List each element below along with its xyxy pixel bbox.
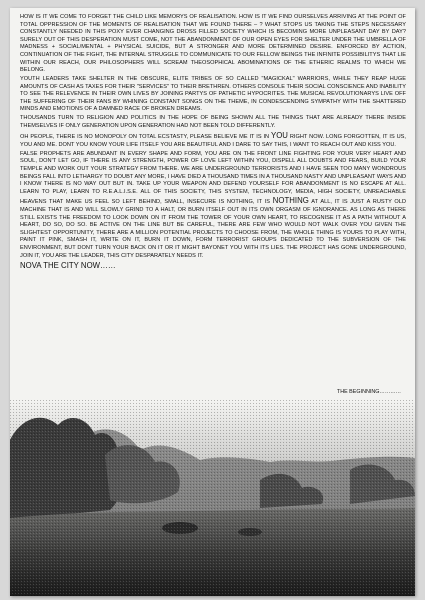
paragraph-1: HOW IS IT WE COME TO FORGET THE CHILD LIKE MEMORYS OF REALISATION. HOW IS IT WE FIND OURSELVES ARRIVING AT THE POINT OF TOTAL OPPRESSION OF THE MOMENTS OF REALISATION THAT WE FOUND THERE – ? WHAT STOPS US TAKING THE STEPS NECESSARY CONSTANTLY NEEDED IN THIS POXY EVER CHANGING DROSS FILLED SOCIETY WHICH IS BECOMING MORE UNPLEASANT DAY BY DAY? SURELY OUT OF THIS DESPERATION MUST COME, NOT THE ABANDONMENT OF OUR OPEN EYES FOR SHELTER UNDER THE UMBRELLA OF MADNESS + SOCIAL/MENTAL + PHYSICAL SUICIDE, BUT A STRONGER AND MORE DETERMINED DESIRE. ENFORCED BY ACTION, CONTINUATION OF THE FIGHT, THE INTERNAL STRUGGLE TO COMMUNICATE TO OUR FELLOW BEINGS THE INFINITE POSSIBILITYS THAT LIE WITHIN OUR REACH, OUR PHILOSOPHERS WILL SCREAM THEOSOPHICAL ABOMINATIONS OF THE ETHERIC REALMS TO WHICH WE BELONG. [20,14,406,74]
paragraph-5 [20,151,406,260]
paragraph-5-start: FALSE PROPHETS ARE ABUNDANT IN EVERY SHAPE AND FORM, YOU ARE ON THE FRONT LINE FIGHTING FOR YOUR VERY HEART AND SOUL, DON'T LET GO, IF THERE IS ANY STRENGTH, POWER OF LOVE LEFT WITHIN YOU, DISPELL ALL DOUBTS AND FEARS, BUILD YOUR TEMPLE AND WORK OUT YOUR STRATEGY FROM THERE. WE ARE UNDERGROUND TERRORISTS AND I HAVE SEEN TOO MANY WONDROUS BEINGS FALL INTO LETHARGY TO DOUBT ANY MORE, I HAVE DIED A THOUSAND TIMES IN A THOUSAND NASTY AND UNPLEASANT WAYS AND I KNOW THERE IS NO WAY OUT BUT IN. TAKE UP YOUR WEAPON AND DEFEND YOURSELF FOR ABANDONMENT IS NO ESCAPE AT ALL. LEARN TO PLAY, LEARN TO R.E.A.L.I.S.E. ALL OF THIS SOCIETY, THIS SYSTEM, TECHNOLOGY, MEDIA, HIGH SOCIETY, UNREACHABLE HEAVENS THAT MAKE US FEEL SO LEFT BEHIND, SMALL, INSECURE IS NOTHING, IT IS [20,150,406,206]
landscape-photo [10,400,415,596]
zine-page [10,8,415,596]
paragraph-2: YOUTH LEADERS TAKE SHELTER IN THE OBSCURE, ELITE TRIBES OF SO CALLED "MAGICKAL" WARRIORS, WHILE THEY REAP HUGE AMOUNTS OF CASH AS TAXES FOR THEIR "SERVICES" TO THEIR BRETHREN. OTHERS CONSOLE THEIR SOCIAL CONSCIENCE AND INABILITY TO SEE THE RELEVENCE IN THEIR OWN LIVES BY JOINING PARTYS OF PATHETIC HYPOCRITES. THE MUSICAL REVOLUTIONARYS LIVE OFF THE SUFFERING OF THEIR FANS BY WHINING CONSTANT SONGS ON THE THEME, IN CONDESCENDING SYMPATHY WITH THE SHATTERED MINDS AND EMOTIONS OF A DAMNED RACE OF BROKEN DREAMS. [20,75,406,113]
paragraph-5-end: AT ALL, IT IS JUST A RUSTY OLD MACHINE THAT IS AND WILL SLOWLY GRIND TO A HALT, OR BURN ITSELF OUT IN ITS OWN ORGASM OF IGNORANCE. AS LONG AS THERE STILL EXISTS THE FREEDOM TO LOOK DOWN ON IT FROM THE TOWER OF YOUR OWN HEART, TO RECOGNISE IT AS A PATH WITHOUT A HEART, DO SO, DO SO. BE ACTIVE ON THE LINE BUT BE CAREFUL, THERE ARE FEW WHO WOULD NOT WALK OVER YOU GIVEN THE SLIGHTEST OPPORTUNITY, THERE ARE A MILLION POTENTIAL PROJECTS TO CHOOSE FROM, THE WHOLE THING IS YOURS TO PLAY WITH, PAINT IT PINK, SMASH IT, WRITE ON IT, BURN IT DOWN, FORM TERRORIST GROUPS DEDICATED TO THE SUBVERSION OF THE ENVIRONMENT, BUT DONT TURN YOUR BACK ON IT OR IT MIGHT BAYONET YOU WITH ITS LIES. THE PROJECT HAS GONE UNDERGROUND, JOIN IT, YOU ARE THE LEADER, THIS CITY DESPARATELY NEEDS IT. [20,199,406,259]
emphasis-nothing: NOTHING [272,196,309,206]
the-beginning-caption: THE BEGINNING………… [336,389,401,395]
paragraph-4-end: RIGHT NOW. LONG FORGOTTEN, IT IS US, YOU AND ME. DONT YOU KNOW YOUR LIFE ITSELF YOU ARE BEAUTIFUL AND I DARE TO SAY THIS, I WANT TO REACH OUT AND KISS YOU. [20,134,406,149]
paragraph-4-start: OH PEOPLE, THERE IS NO MONOPOLY ON TOTAL ECSTASTY, PLEASE BELIEVE ME IT IS IN [20,134,270,141]
landscape-photo-image [10,400,415,596]
paragraph-4 [20,131,406,149]
emphasis-you: YOU [271,131,288,141]
paragraph-3: THOUSANDS TURN TO RELIGION AND POLITICS IN THE HOPE OF BEING SHOWN ALL THE THINGS THAT ARE ALREADY THERE INSIDE THEMSELVES IF ONLY GENERATION UPON GENERATION HAD NOT BEEN TOLD DIFFERENTLY. [20,115,406,129]
manifesto-text [20,14,406,273]
nova-headline: NOVA THE CITY NOW…… [20,261,116,271]
